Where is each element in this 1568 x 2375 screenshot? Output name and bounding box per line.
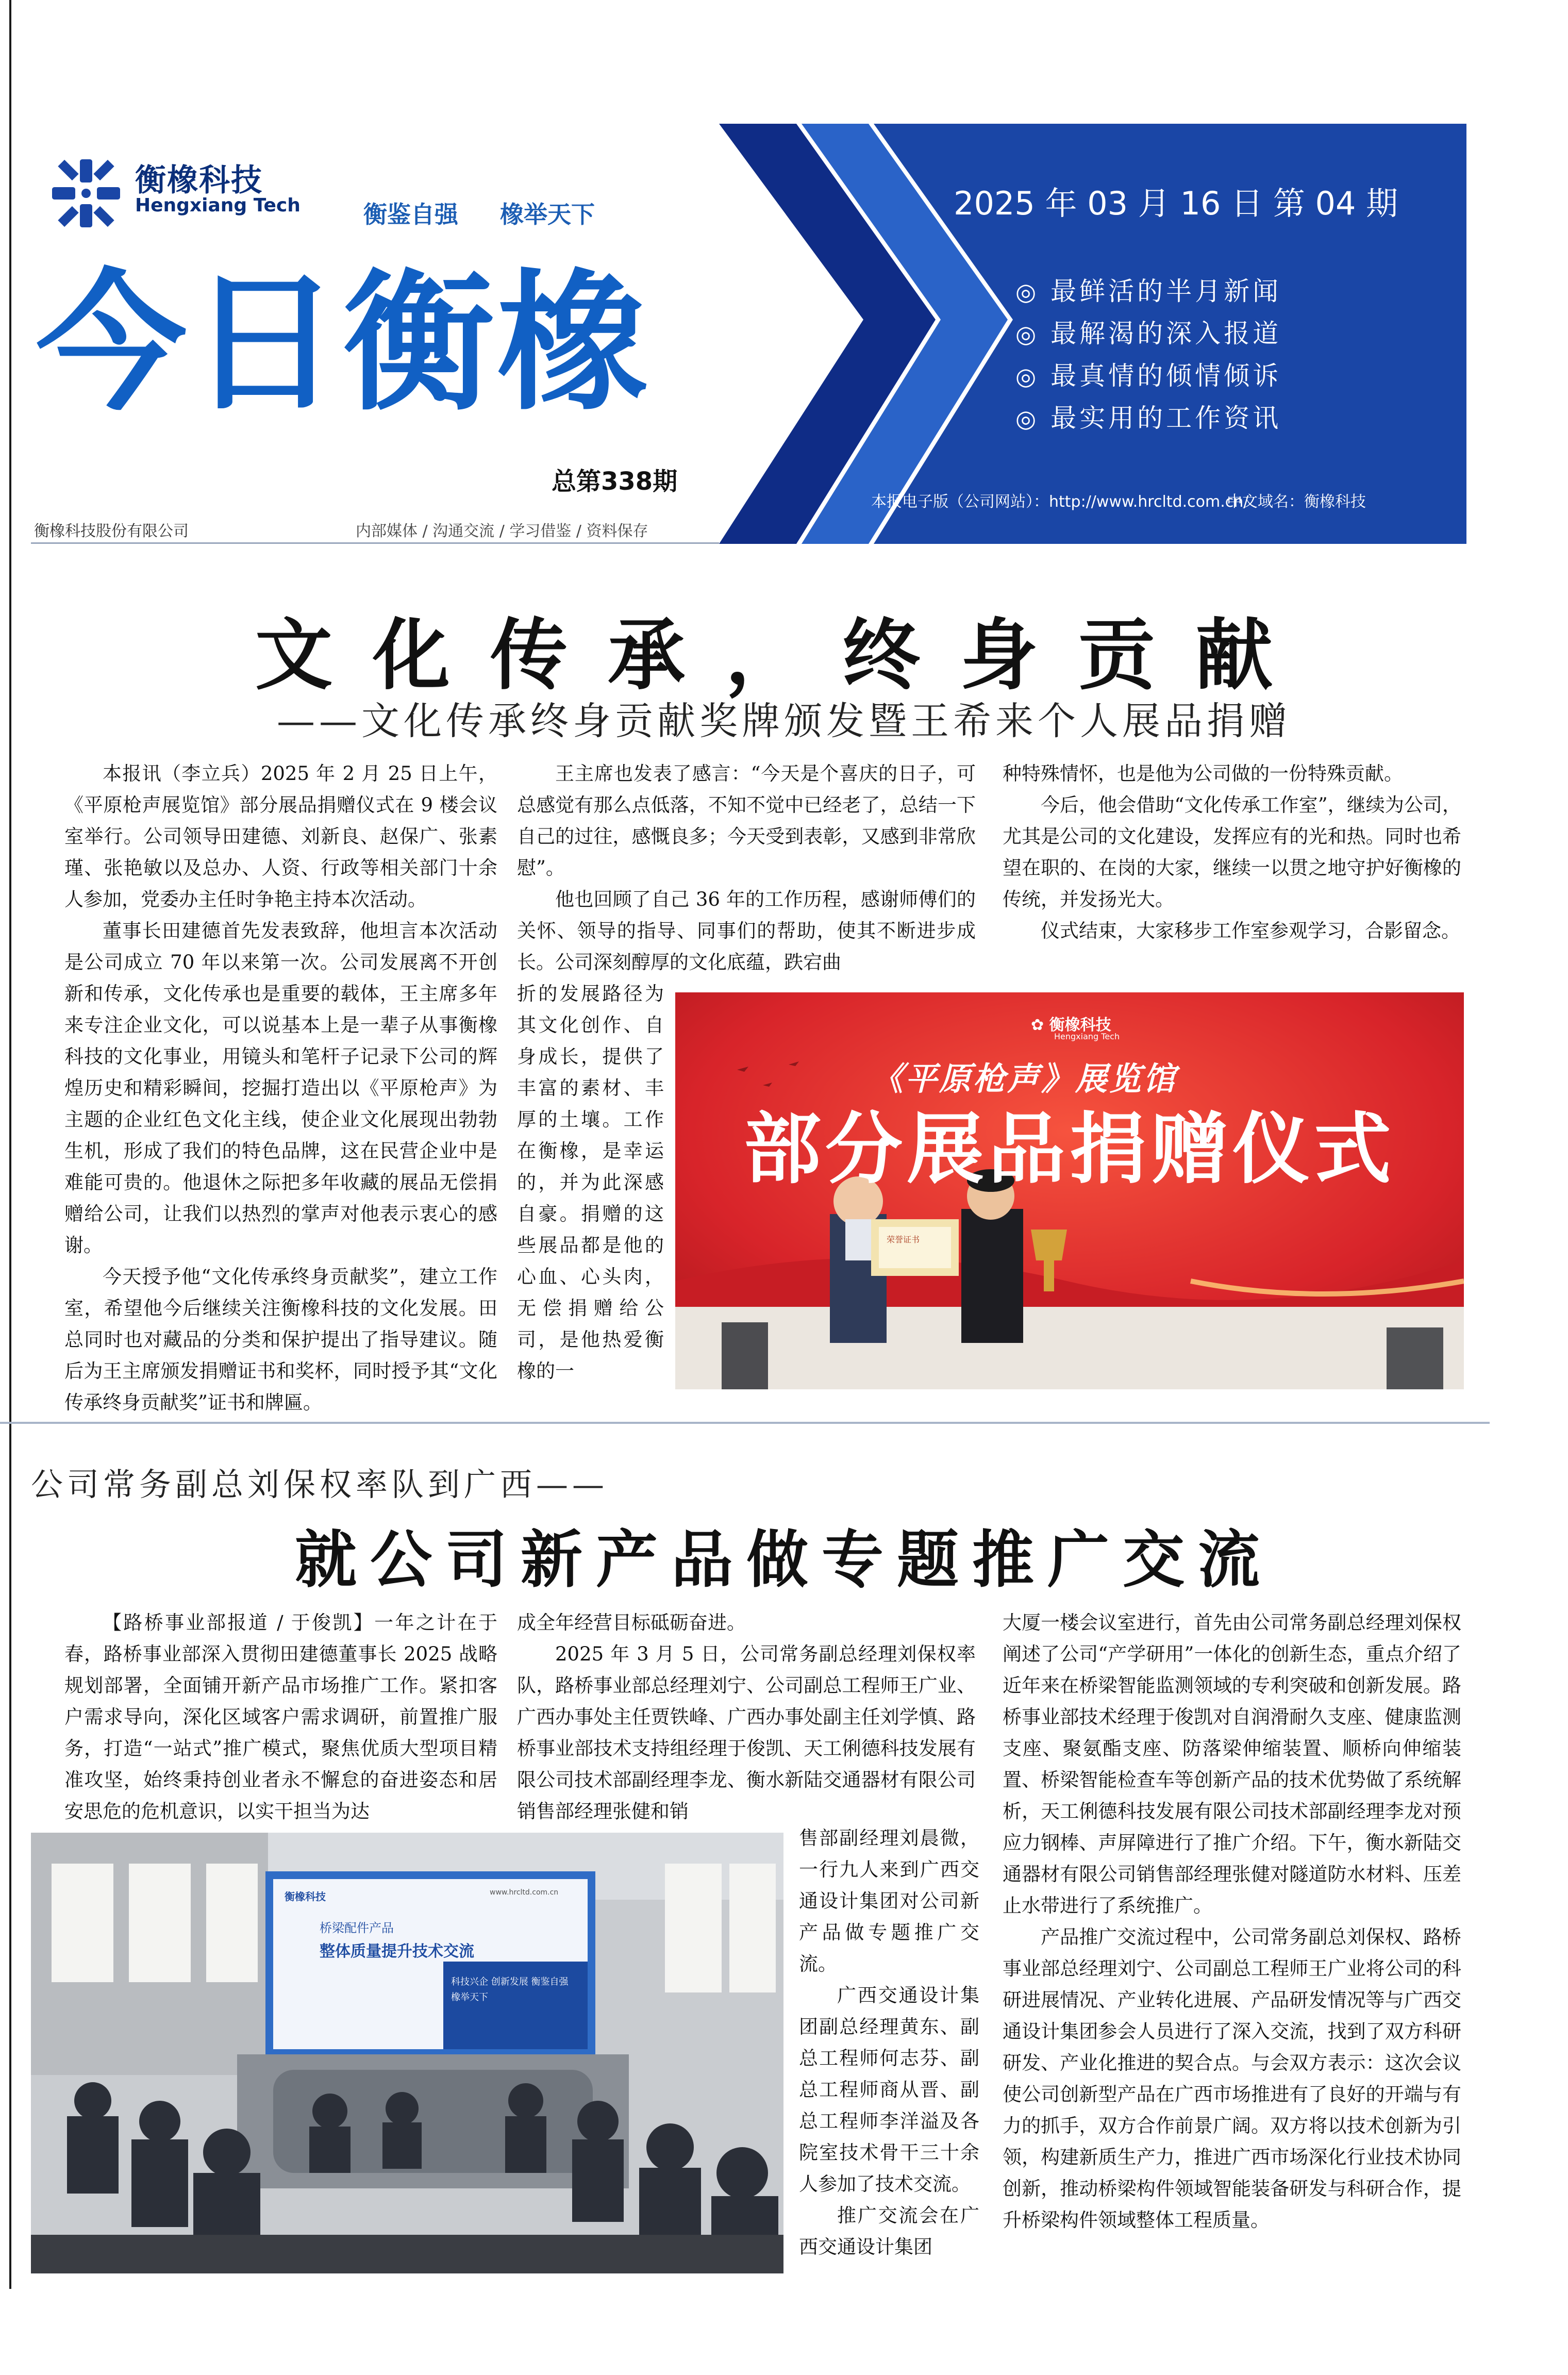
- photo1-hall-name: 《平原枪声》展览馆: [871, 1060, 1178, 1098]
- total-issue-number: 总第338期: [552, 467, 678, 496]
- bullet-circle-icon: ◎: [1015, 362, 1040, 390]
- issue-date: 2025 年 03 月 16 日 第 04 期: [954, 185, 1398, 222]
- chinese-domain: 中文域名：衡橡科技: [1227, 493, 1366, 511]
- photo2-screen-url: www.hrcltd.com.cn: [490, 1888, 559, 1897]
- e-version-link[interactable]: 本报电子版（公司网站）：http://www.hrcltd.com.cn/: [871, 493, 1249, 511]
- feature-line-1: ◎ 最鲜活的半月新闻: [1015, 276, 1282, 306]
- section-divider: [0, 1422, 1490, 1424]
- bullet-circle-icon: ◎: [1015, 320, 1040, 348]
- paragraph: 今后，他会借助“文化传承工作室”，继续为公司，尤其是公司的文化建设，发挥应有的光和热。同时也希望在职的、在岗的大家，继续一以贯之地守护好衡橡的传统，并发扬光大。: [1003, 794, 1461, 910]
- feature-line-4: ◎ 最实用的工作资讯: [1015, 403, 1282, 433]
- bullet-circle-icon: ◎: [1015, 405, 1040, 433]
- photo1-logo-sub: Hengxiang Tech: [1054, 1032, 1120, 1041]
- article1-subtitle: ——文化传承终身贡献奖牌颁发暨王希来个人展品捐赠: [277, 699, 1291, 743]
- article2-column-2: [517, 1607, 976, 1827]
- article1-title: 文化传承，终身贡献: [255, 611, 1313, 701]
- paragraph: 仪式结束，大家移步工作室参观学习，合影留念。: [1041, 920, 1460, 942]
- article2-pre-title: 公司常务副总刘保权率队到广西——: [31, 1466, 609, 1503]
- meeting-photo-graphic: [31, 1833, 783, 2273]
- newspaper-title: 今日衡橡: [36, 256, 650, 431]
- article1-column-2-narrow: 折的发展路径为其文化创作、自身成长，提供了丰富的素材、丰厚的土壤。工作在衡橡，是幸运的，并为此深感自豪。捐赠的这些展品都是他的心血、心头肉，无偿捐赠给公司，是他热爱衡橡的一: [517, 983, 664, 1382]
- paragraph: 广西交通设计集团副总经理黄东、副总工程师何志芬、副总工程师商从晋、副总工程师李洋溢及各院室技术骨干三十余人参加了技术交流。: [799, 1984, 979, 2195]
- photo1-banner: 部分展品捐赠仪式: [743, 1105, 1395, 1194]
- meeting-photo: [31, 1833, 783, 2273]
- paragraph: 他也回顾了自己 36 年的工作历程，感谢师傅们的关怀、领导的指导、同事们的帮助，使其不断进步成长。公司深刻醇厚的文化底蕴，跌宕曲: [517, 888, 976, 973]
- ceremony-photo: [675, 992, 1464, 1389]
- photo2-screen-slogan: 科技兴企 创新发展 衡鉴自强 橡举天下: [451, 1977, 569, 2003]
- brand-name-cn: 衡橡科技: [135, 162, 263, 198]
- feature-line-3: ◎ 最真情的倾情倾诉: [1015, 361, 1282, 391]
- article2-column-3: [1003, 1607, 1461, 2236]
- feature-line-2: ◎ 最解渴的深入报道: [1015, 319, 1282, 348]
- article1-column-3: [1003, 758, 1461, 946]
- paragraph: 董事长田建德首先发表致辞，他坦言本次活动是公司成立 70 年以来第一次。公司发展离不开创新和传承，文化传承也是重要的载体，王主席多年来专注企业文化，可以说基本上是一辈子从事衡橡科技的文化事业，用镜头和笔杆子记录下公司的辉煌历史和精彩瞬间，挖掘打造出以《平原枪声》为主题的企业红色文化主线，使企业文化展现出勃勃生机，形成了我们的特色品牌，这在民营企业中是难能可贵的。他退休之际把多年收藏的展品无偿捐赠给公司，让我们以热烈的掌声对他表示衷心的感谢。: [64, 920, 497, 1256]
- slogan-left: 衡鉴自强: [363, 201, 458, 228]
- photo2-screen-logo: 衡橡科技: [285, 1890, 326, 1903]
- paragraph: 产品推广交流过程中，公司常务副总刘保权、路桥事业部总经理刘宁、公司副总工程师王广业将公司的科研进展情况、产业转化进展、产品研发情况等与广西交通设计集团参会人员进行了深入交流，找到了双方科研研发、产业化推进的契合点。与会双方表示：这次会议使公司创新型产品在广西市场推进有了良好的开端与有力的抓手，双方合作前景广阔。双方将以技术创新为引领，构建新质生产力，推进广西市场深化行业技术协同创新，推动桥梁构件领域智能装备研发与科研合作，提升桥梁构件领域整体工程质量。: [1003, 1926, 1461, 2231]
- article2-title: 就公司新产品做专题推广交流: [295, 1524, 1273, 1596]
- bullet-circle-icon: ◎: [1015, 278, 1040, 306]
- article2-column-2-narrow: [799, 1822, 979, 2263]
- paragraph: 本报讯（李立兵）2025 年 2 月 25 日上午，《平原枪声展览馆》部分展品捐赠仪式在 9 楼会议室举行。公司领导田建德、刘新良、赵保广、张素瑾、张艳敏以及总办、人资、行政等相关部门十余人参加，党委办主任时争艳主持本次活动。: [64, 762, 497, 910]
- paragraph: 王主席也发表了感言：“今天是个喜庆的日子，可总感觉有那么点低落，不知不觉中已经老了，总结一下自己的过往，感慨良多；今天受到表彰，又感到非常欣慰”。: [517, 762, 976, 879]
- masthead-tags: 内部媒体 / 沟通交流 / 学习借鉴 / 资料保存: [356, 522, 648, 540]
- company-name: 衡橡科技股份有限公司: [34, 522, 189, 540]
- logo-mark-icon: ✿: [1031, 1016, 1049, 1034]
- paragraph: 推广交流会在广西交通设计集团: [799, 2204, 979, 2258]
- paragraph: 今天授予他“文化传承终身贡献奖”，建立工作室，希望他今后继续关注衡橡科技的文化发展。田总同时也对藏品的分类和保护提出了指导建议。随后为王主席颁发捐赠证书和奖杯，同时授予其“文化传承终身贡献奖”证书和牌匾。: [64, 1266, 497, 1414]
- paragraph: 大厦一楼会议室进行，首先由公司常务副总经理刘保权阐述了公司“产学研用”一体化的创新生态，重点介绍了近年来在桥梁智能监测领域的专利突破和创新发展。路桥事业部技术经理于俊凯对自润滑耐久支座、健康监测支座、聚氨酯支座、防落梁伸缩装置、顺桥向伸缩装置、桥梁智能检查车等创新产品的技术优势做了系统解析，天工俐德科技发展有限公司技术部副经理李龙对预应力钢棒、声屏障进行了推广介绍。下午，衡水新陆交通器材有限公司销售部经理张健对隧道防水材料、压差止水带进行了系统推广。: [1003, 1612, 1461, 1917]
- photo1-logo: ✿ 衡橡科技: [1031, 1016, 1111, 1034]
- article2-column-1: [64, 1607, 497, 1827]
- paragraph: 成全年经营目标砥砺奋进。: [517, 1612, 746, 1634]
- brand-logo-icon: [47, 155, 125, 232]
- paragraph: 【路桥事业部报道 / 于俊凯】一年之计在于春，路桥事业部深入贯彻田建德董事长 2025 战略规划部署，全面铺开新产品市场推广工作。紧扣客户需求导向，深化区域客户需求调研，前置推广服务，打造“一站式”推广模式，聚焦优质大型项目精准攻坚，始终秉持创业者永不懈怠的奋进姿态和居安思危的危机意识，以实干担当为达: [64, 1612, 497, 1822]
- paragraph: 售部副经理刘晨微，一行九人来到广西交通设计集团对公司新产品做专题推广交流。: [799, 1827, 979, 1975]
- article1-column-1: [64, 758, 497, 1418]
- paragraph: 种特殊情怀，也是他为公司做的一份特殊贡献。: [1003, 762, 1403, 785]
- article1-column-2: [517, 758, 976, 978]
- paragraph: 2025 年 3 月 5 日，公司常务副总经理刘保权率队，路桥事业部总经理刘宁、公司副总工程师王广业、广西办事处主任贾铁峰、广西办事处副主任刘学慎、路桥事业部技术支持组经理于俊凯、天工俐德科技发展有限公司技术部副经理李龙、衡水新陆交通器材有限公司销售部经理张健和销: [517, 1643, 976, 1822]
- photo2-screen-line2: 整体质量提升技术交流: [320, 1942, 474, 1961]
- slogan-right: 橡举天下: [500, 201, 595, 228]
- brand-name-en: Hengxiang Tech: [135, 195, 301, 216]
- photo1-certificate: 荣誉证书: [887, 1235, 920, 1244]
- photo2-screen-line1: 桥梁配件产品: [320, 1921, 394, 1935]
- page-left-rule: [9, 0, 11, 2289]
